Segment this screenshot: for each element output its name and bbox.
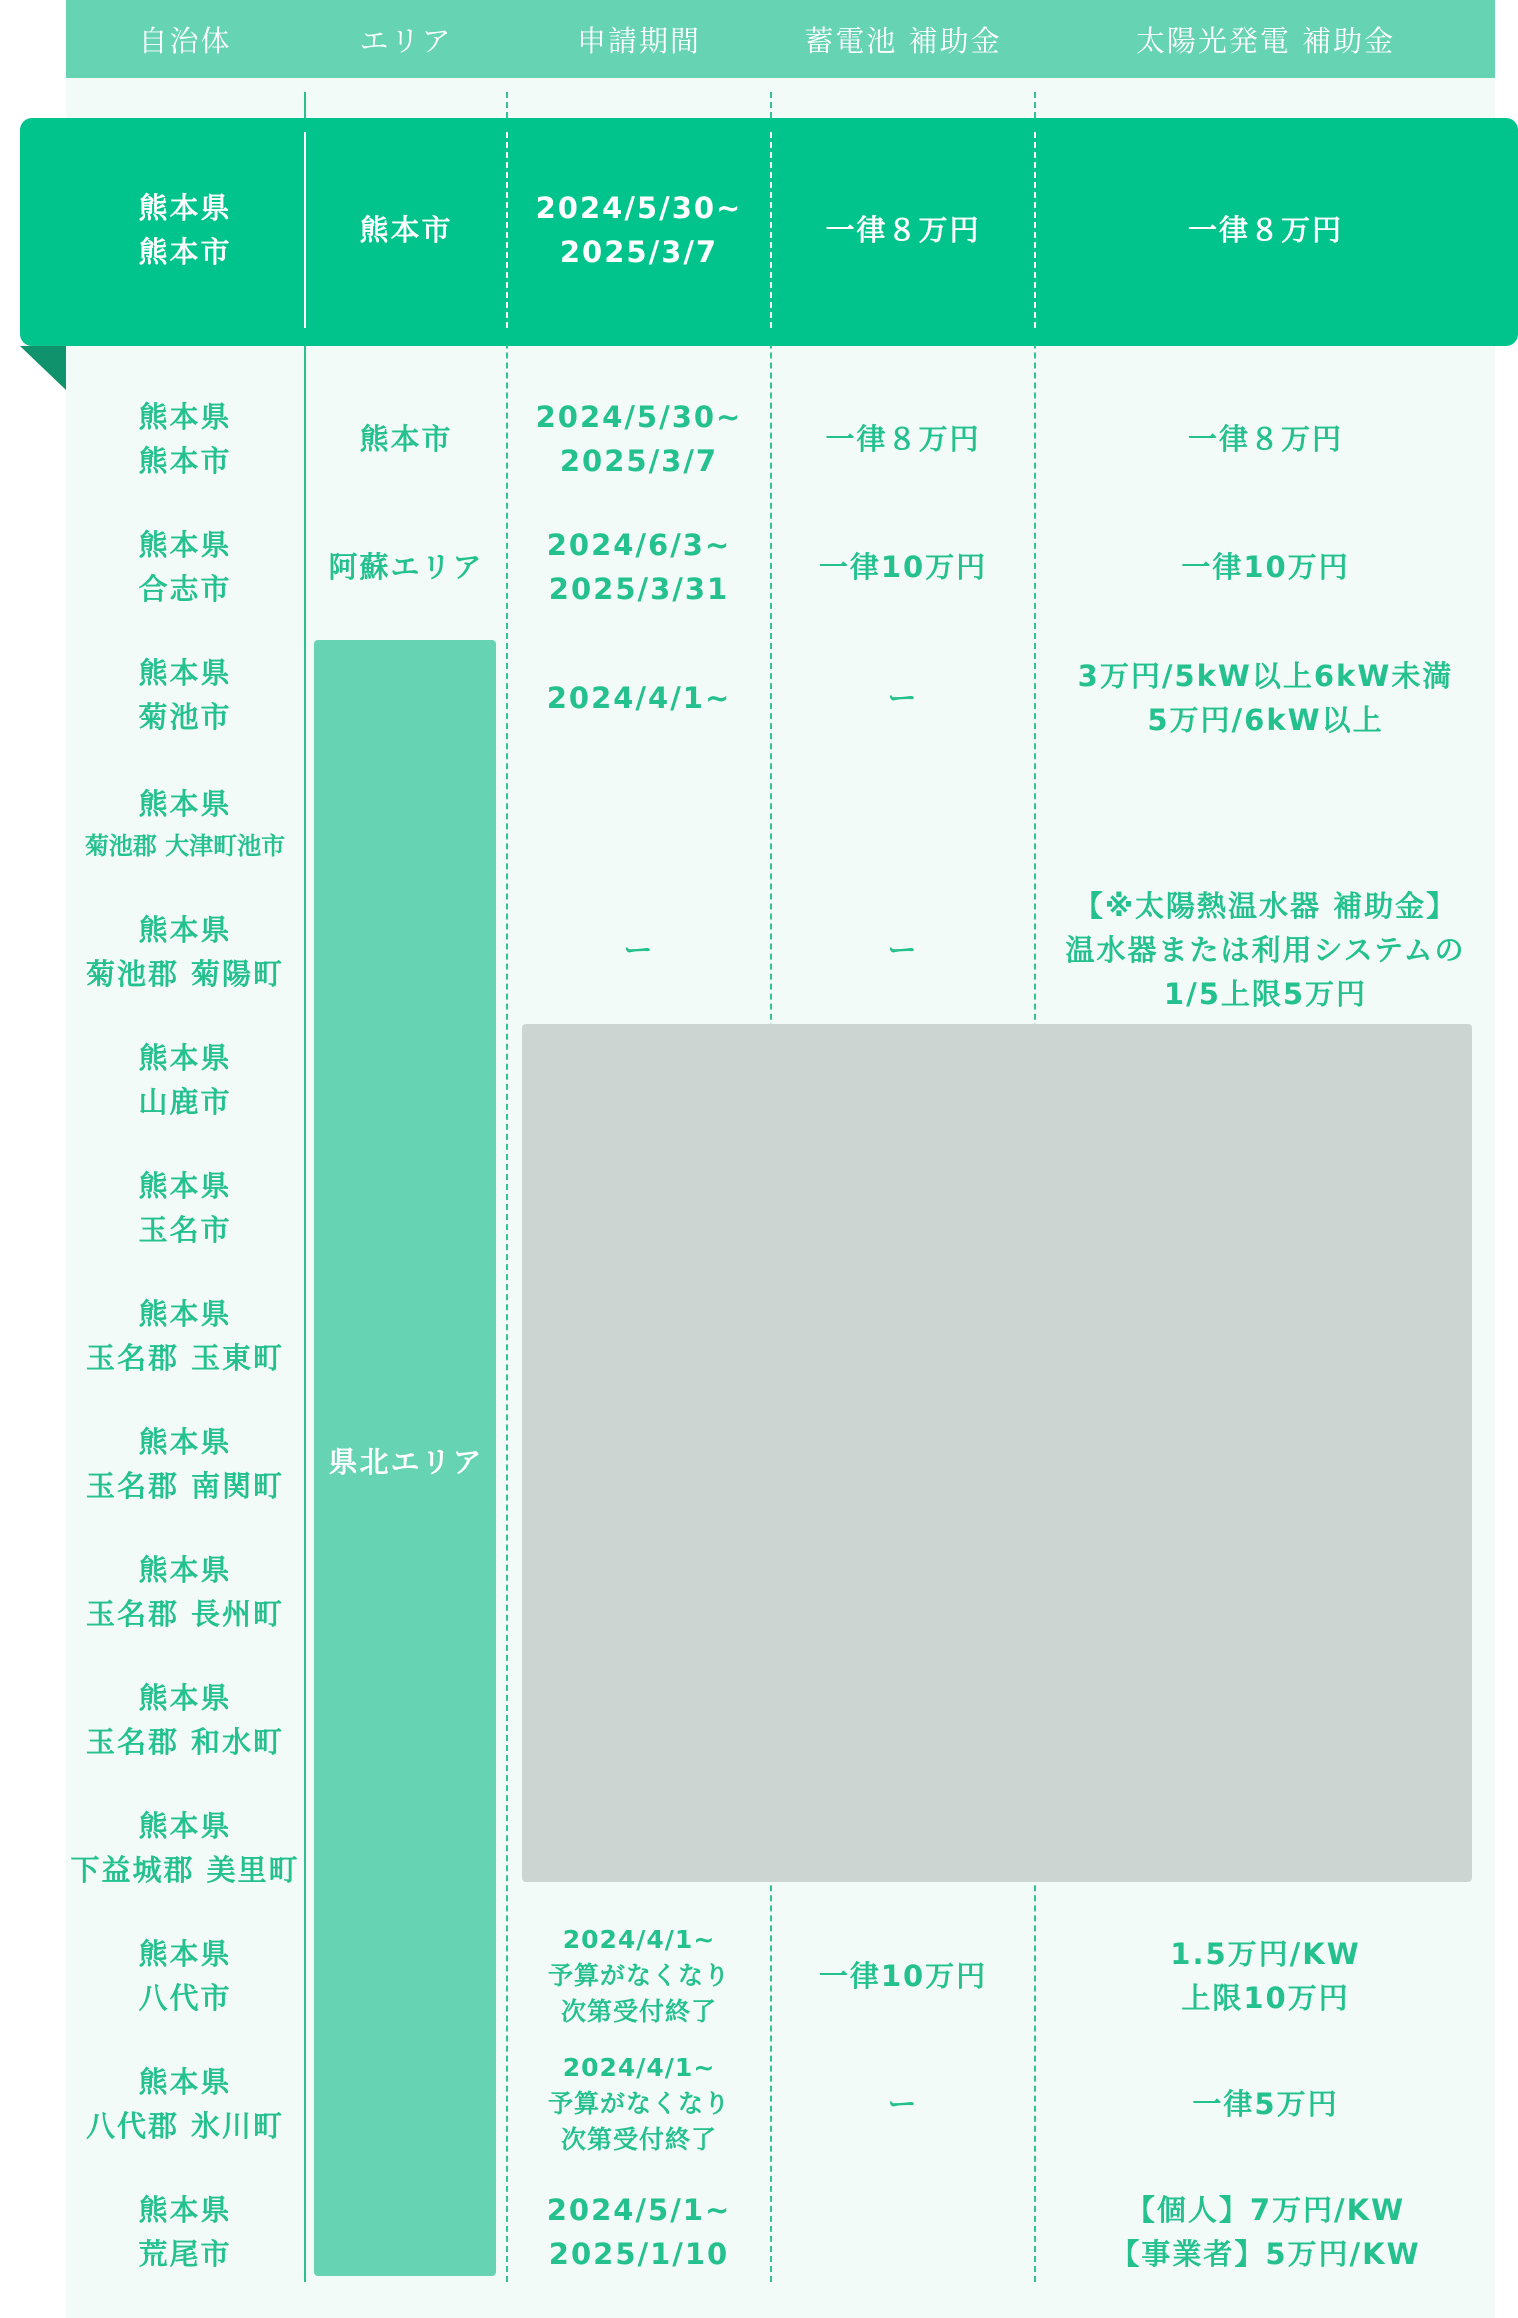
table-row-municipality bbox=[66, 1932, 304, 2020]
row-solar-subsidy: 1.5万円/KW 上限10万円 bbox=[1170, 1937, 1361, 2015]
row-city: 玉名郡 玉東町 bbox=[85, 1341, 285, 1375]
empty-data-block bbox=[522, 1024, 1472, 1882]
row-city: 荒尾市 bbox=[138, 2237, 232, 2271]
row-solar-subsidy: 3万円/5kW以上6kW未満 5万円/6kW以上 bbox=[1077, 659, 1454, 737]
highlight-prefecture: 熊本県 bbox=[138, 191, 232, 225]
row-solar-subsidy: 一律5万円 bbox=[1192, 2087, 1339, 2121]
row-solar-subsidy: 【個人】7万円/KW 【事業者】5万円/KW bbox=[1110, 2193, 1421, 2271]
row-city: 山鹿市 bbox=[138, 1085, 232, 1119]
row-prefecture: 熊本県 bbox=[138, 1425, 232, 1459]
highlight-period: 2024/5/30~ 2025/3/7 bbox=[535, 191, 743, 269]
highlight-municipality bbox=[66, 186, 304, 274]
row-prefecture: 熊本県 bbox=[138, 1553, 232, 1587]
row-prefecture: 熊本県 bbox=[138, 1169, 232, 1203]
row-battery-subsidy: 一律８万円 bbox=[825, 422, 981, 456]
row-prefecture: 熊本県 bbox=[138, 528, 232, 562]
row-period: 2024/4/1~ 予算がなくなり 次第受付終了 bbox=[547, 2053, 730, 2154]
table-row-municipality bbox=[66, 1292, 304, 1380]
highlight-area: 熊本市 bbox=[359, 213, 453, 247]
row-period: ー bbox=[623, 933, 655, 967]
row-period: 2024/4/1~ 予算がなくなり 次第受付終了 bbox=[547, 1925, 730, 2026]
row-period: 2024/6/3~ 2025/3/31 bbox=[546, 528, 732, 606]
table-row-municipality bbox=[66, 1676, 304, 1764]
row-prefecture: 熊本県 bbox=[138, 1809, 232, 1843]
table-row-municipality bbox=[66, 2060, 304, 2148]
highlight-tab-marker bbox=[20, 346, 66, 390]
table-row-municipality bbox=[66, 1164, 304, 1252]
row-prefecture: 熊本県 bbox=[138, 1681, 232, 1715]
row-area: 阿蘇エリア bbox=[328, 550, 484, 584]
row-city: 下益城郡 美里町 bbox=[70, 1853, 300, 1887]
row-city: 玉名郡 長州町 bbox=[85, 1597, 285, 1631]
row-prefecture: 熊本県 bbox=[138, 787, 232, 821]
row-battery-subsidy: ー bbox=[887, 933, 919, 967]
row-solar-subsidy: 一律10万円 bbox=[1181, 550, 1350, 584]
header-area: エリア bbox=[359, 23, 453, 58]
row-battery-subsidy: ー bbox=[887, 2087, 919, 2121]
header-municipality: 自治体 bbox=[138, 23, 232, 58]
table-row-municipality bbox=[66, 2188, 304, 2276]
row-prefecture: 熊本県 bbox=[138, 913, 232, 947]
row-solar-subsidy: 【※太陽熱温水器 補助金】 温水器または利用システムの 1/5上限5万円 bbox=[1065, 889, 1466, 1011]
table-row-municipality bbox=[66, 651, 304, 739]
row-period: 2024/5/30~ 2025/3/7 bbox=[535, 400, 743, 478]
row-prefecture: 熊本県 bbox=[138, 1041, 232, 1075]
row-city: 玉名郡 南関町 bbox=[85, 1469, 285, 1503]
area-group-label: 県北エリア bbox=[328, 1445, 484, 1479]
highlight-solar: 一律８万円 bbox=[1187, 213, 1343, 247]
table-row-municipality bbox=[66, 395, 304, 483]
table-row-municipality bbox=[66, 780, 304, 868]
table-row-municipality bbox=[66, 1420, 304, 1508]
row-city: 熊本市 bbox=[138, 444, 232, 478]
row-area: 熊本市 bbox=[359, 422, 453, 456]
row-city: 菊池市 bbox=[138, 700, 232, 734]
highlight-city: 熊本市 bbox=[138, 235, 232, 269]
highlight-battery: 一律８万円 bbox=[825, 213, 981, 247]
row-prefecture: 熊本県 bbox=[138, 1937, 232, 1971]
row-period: 2024/4/1~ bbox=[546, 681, 732, 715]
row-solar-subsidy: 一律８万円 bbox=[1187, 422, 1343, 456]
table-row-municipality bbox=[66, 523, 304, 611]
row-city: 菊池郡 大津町池市 bbox=[84, 832, 286, 860]
row-prefecture: 熊本県 bbox=[138, 656, 232, 690]
table-row-municipality bbox=[66, 1804, 304, 1892]
header-battery-subsidy: 蓄電池 補助金 bbox=[804, 23, 1002, 58]
table-row-municipality bbox=[66, 908, 304, 996]
header-period: 申請期間 bbox=[576, 23, 701, 58]
row-battery-subsidy: ー bbox=[887, 681, 919, 715]
row-city: 合志市 bbox=[138, 572, 232, 606]
row-prefecture: 熊本県 bbox=[138, 2065, 232, 2099]
row-prefecture: 熊本県 bbox=[138, 400, 232, 434]
row-city: 玉名市 bbox=[138, 1213, 232, 1247]
header-solar-subsidy: 太陽光発電 補助金 bbox=[1135, 23, 1396, 58]
row-city: 玉名郡 和水町 bbox=[85, 1725, 285, 1759]
table-row-municipality bbox=[66, 1036, 304, 1124]
row-city: 菊池郡 菊陽町 bbox=[85, 957, 285, 991]
row-period: 2024/5/1~ 2025/1/10 bbox=[546, 2193, 732, 2271]
row-city: 八代郡 氷川町 bbox=[85, 2109, 285, 2143]
table-row-municipality bbox=[66, 1548, 304, 1636]
row-battery-subsidy: 一律10万円 bbox=[818, 1959, 988, 1993]
row-prefecture: 熊本県 bbox=[138, 1297, 232, 1331]
row-city: 八代市 bbox=[138, 1981, 232, 2015]
row-battery-subsidy: 一律10万円 bbox=[818, 550, 988, 584]
row-prefecture: 熊本県 bbox=[138, 2193, 232, 2227]
